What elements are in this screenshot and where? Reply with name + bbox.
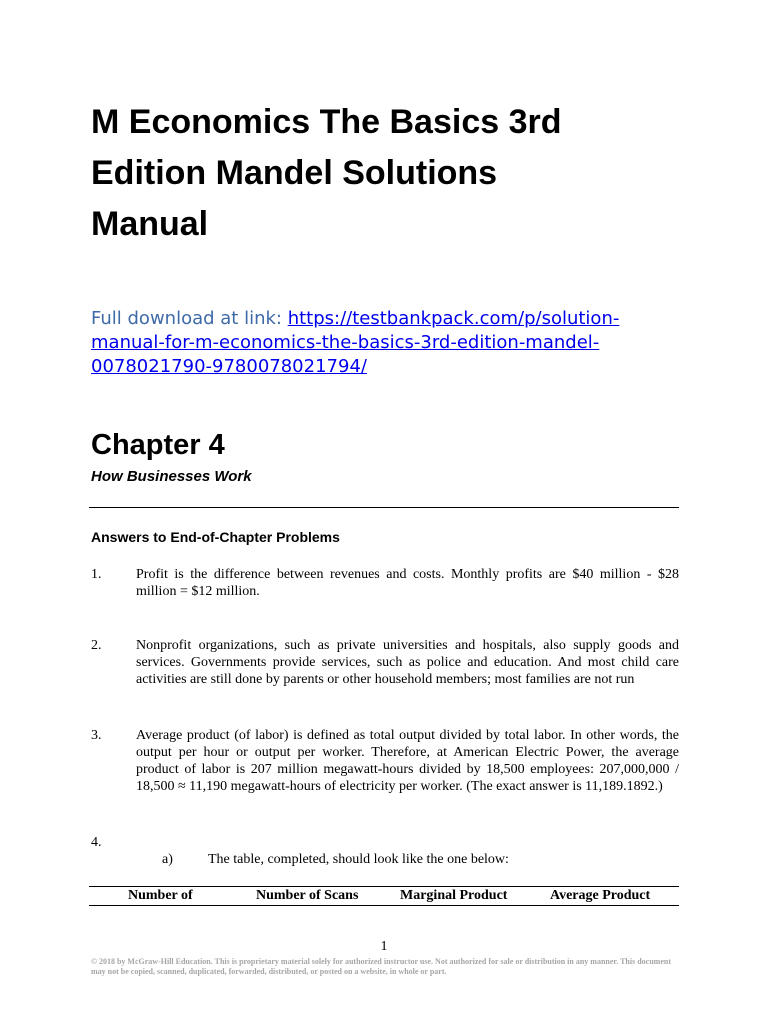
problem-number: 3. <box>91 728 102 743</box>
table-header-average-product: Average Product <box>550 888 651 903</box>
section-heading: Answers to End-of-Chapter Problems <box>91 529 340 545</box>
sub-item-text: The table, completed, should look like the one below: <box>208 852 509 867</box>
download-link-line-2[interactable]: manual-for-m-economics-the-basics-3rd-edition-mandel- <box>91 332 600 353</box>
problem-text: Average product (of labor) is defined as total output divided by total labor. In other words, the output per hour or output per worker. Therefore, at American Electric Power, the average product of labor is 207 million megawatt-hours divided by 18,500 employees: 207,000,000 / 18,500 ≈ 11,190 megawatt-hours of electricity per worker. (The exact answer is 11,189.1892.) <box>136 728 679 794</box>
table-header-number-of-scans: Number of Scans <box>256 888 359 903</box>
copyright-footer: © 2018 by McGraw-Hill Education. This is proprietary material solely for authorized instructor use. Not authorized for sale or distribution in any manner. This document may not be copied, scanned, duplicated, forwarded, distributed, or posted on a website, in whole or part. <box>91 957 671 976</box>
problem-number: 2. <box>91 638 102 653</box>
page-number: 1 <box>380 939 388 954</box>
table-header-number-of: Number of <box>128 888 193 903</box>
table-header-bottom-border <box>89 905 679 906</box>
title-line-3: Manual <box>91 205 209 243</box>
download-prefix: Full download at link: <box>91 308 288 329</box>
chapter-subtitle: How Businesses Work <box>91 468 252 485</box>
problem-text: Nonprofit organizations, such as private universities and hospitals, also supply goods and services. Governments provide services, such as police and education. And most child care activities are still done by parents or other household members; most families are not run <box>136 638 679 687</box>
download-line <box>91 307 691 379</box>
problem-text: Profit is the difference between revenues and costs. Monthly profits are $40 million - $28 million = $12 million. <box>136 567 679 599</box>
download-link-line-1[interactable]: https://testbankpack.com/p/solution- <box>287 308 620 329</box>
download-link-line-3[interactable]: 0078021790-9780078021794/ <box>91 356 367 377</box>
problem-number: 1. <box>91 567 102 582</box>
problem-number: 4. <box>91 835 102 850</box>
title-line-2: Edition Mandel Solutions <box>91 154 498 192</box>
chapter-title: Chapter 4 <box>91 429 225 461</box>
horizontal-divider <box>89 507 679 508</box>
sub-item-label: a) <box>162 852 173 867</box>
title-line-1: M Economics The Basics 3rd <box>91 103 562 141</box>
document-title <box>91 97 711 250</box>
sub-item-a <box>162 851 509 868</box>
table-header-marginal-product: Marginal Product <box>400 888 508 903</box>
